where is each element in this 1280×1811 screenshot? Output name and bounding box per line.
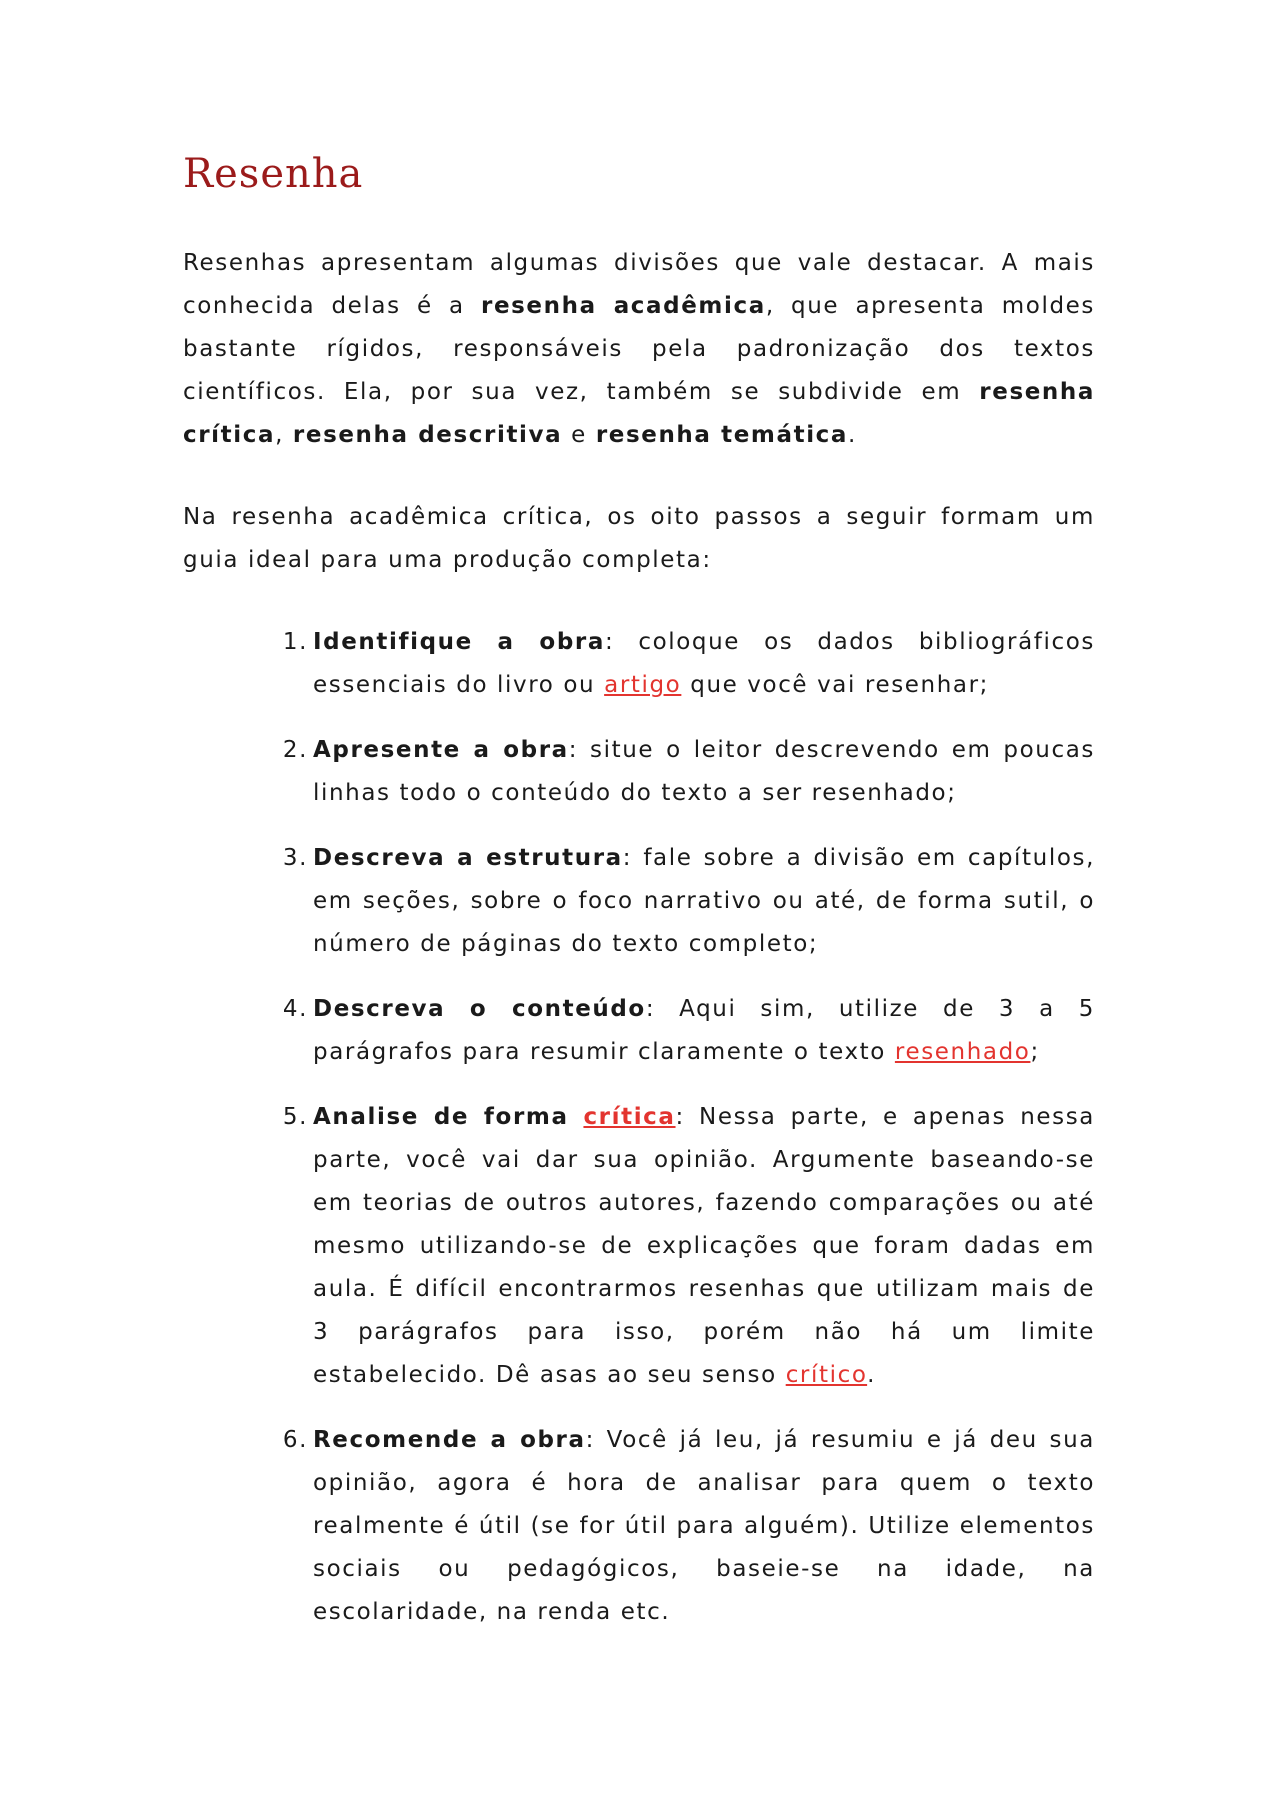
step-text bbox=[313, 621, 1095, 707]
step-body-end: ; bbox=[1030, 1039, 1040, 1065]
step-heading: Analise de forma bbox=[313, 1104, 584, 1130]
list-item bbox=[282, 621, 1095, 707]
link-critica[interactable]: crítica bbox=[583, 1104, 676, 1130]
step-body: : Você já leu, já resumiu e já deu sua opinião, agora é hora de analisar para quem o texto realmente é útil (se for útil para alguém). Utilize elementos sociais ou pedagógicos, baseie-se na idade, na escolaridade, na renda etc. bbox=[313, 1427, 1095, 1625]
intro-text-2: , que apresenta moldes bastante rígidos, responsáveis pela padronização dos textos científicos. Ela, por sua vez, também se subdivide em bbox=[183, 293, 1095, 405]
step-heading: Descreva a estrutura bbox=[313, 845, 623, 871]
step-heading: Recomende a obra bbox=[313, 1427, 586, 1453]
intro-paragraph bbox=[183, 242, 1095, 457]
term-resenha-tematica: resenha temática bbox=[595, 422, 849, 448]
steps-list bbox=[282, 621, 1095, 1656]
step-heading: Apresente a obra bbox=[313, 737, 569, 763]
intro-text-5: . bbox=[848, 422, 857, 448]
term-resenha-descritiva: resenha descritiva bbox=[292, 422, 563, 448]
step-text bbox=[313, 837, 1095, 966]
step-number: 6. bbox=[282, 1427, 308, 1453]
list-item bbox=[282, 1419, 1095, 1634]
term-resenha-critica: resenha crítica bbox=[183, 379, 1095, 448]
step-number: 3. bbox=[282, 845, 308, 871]
list-item bbox=[282, 837, 1095, 966]
step-body: : situe o leitor descrevendo em poucas linhas todo o conteúdo do texto a ser resenhado; bbox=[313, 737, 1095, 806]
step-text bbox=[313, 1419, 1095, 1634]
lead-paragraph: Na resenha acadêmica crítica, os oito passos a seguir formam um guia ideal para uma produção completa: bbox=[183, 504, 1095, 573]
step-body-end: . bbox=[867, 1362, 877, 1388]
step-text bbox=[313, 1096, 1095, 1397]
link-artigo[interactable]: artigo bbox=[604, 672, 682, 698]
step-body: : Aqui sim, utilize de 3 a 5 parágrafos para resumir claramente o texto bbox=[313, 996, 1095, 1065]
step-body: : fale sobre a divisão em capítulos, em seções, sobre o foco narrativo ou até, de forma sutil, o número de páginas do texto completo; bbox=[313, 845, 1095, 957]
list-item bbox=[282, 988, 1095, 1074]
link-critico[interactable]: crítico bbox=[785, 1362, 868, 1388]
intro-text-1: Resenhas apresentam algumas divisões que vale destacar. A mais conhecida delas é a bbox=[183, 250, 1095, 319]
step-number: 1. bbox=[282, 629, 308, 655]
step-body: : coloque os dados bibliográficos essenciais do livro ou bbox=[313, 629, 1095, 698]
step-number: 4. bbox=[282, 996, 308, 1022]
page-title: Resenha bbox=[183, 151, 364, 197]
step-number: 2. bbox=[282, 737, 308, 763]
intro-text-4: e bbox=[562, 422, 596, 448]
step-text bbox=[313, 729, 1095, 815]
step-heading: Identifique a obra bbox=[313, 629, 605, 655]
intro-text-3: , bbox=[275, 422, 293, 448]
step-body-end: que você vai resenhar; bbox=[681, 672, 989, 698]
step-body: : Nessa parte, e apenas nessa parte, você vai dar sua opinião. Argumente baseando-se em teorias de outros autores, fazendo comparações ou até mesmo utilizando-se de explicações que foram dadas em aula. É difícil encontrarmos resenhas que utilizam mais de 3 parágrafos para isso, porém não há um limite estabelecido. Dê asas ao seu senso bbox=[313, 1104, 1095, 1388]
list-item bbox=[282, 729, 1095, 815]
step-number: 5. bbox=[282, 1104, 308, 1130]
link-resenhado[interactable]: resenhado bbox=[894, 1039, 1031, 1065]
step-text bbox=[313, 988, 1095, 1074]
term-resenha-academica: resenha acadêmica bbox=[481, 293, 766, 319]
list-item bbox=[282, 1096, 1095, 1397]
step-heading: Descreva o conteúdo bbox=[313, 996, 646, 1022]
